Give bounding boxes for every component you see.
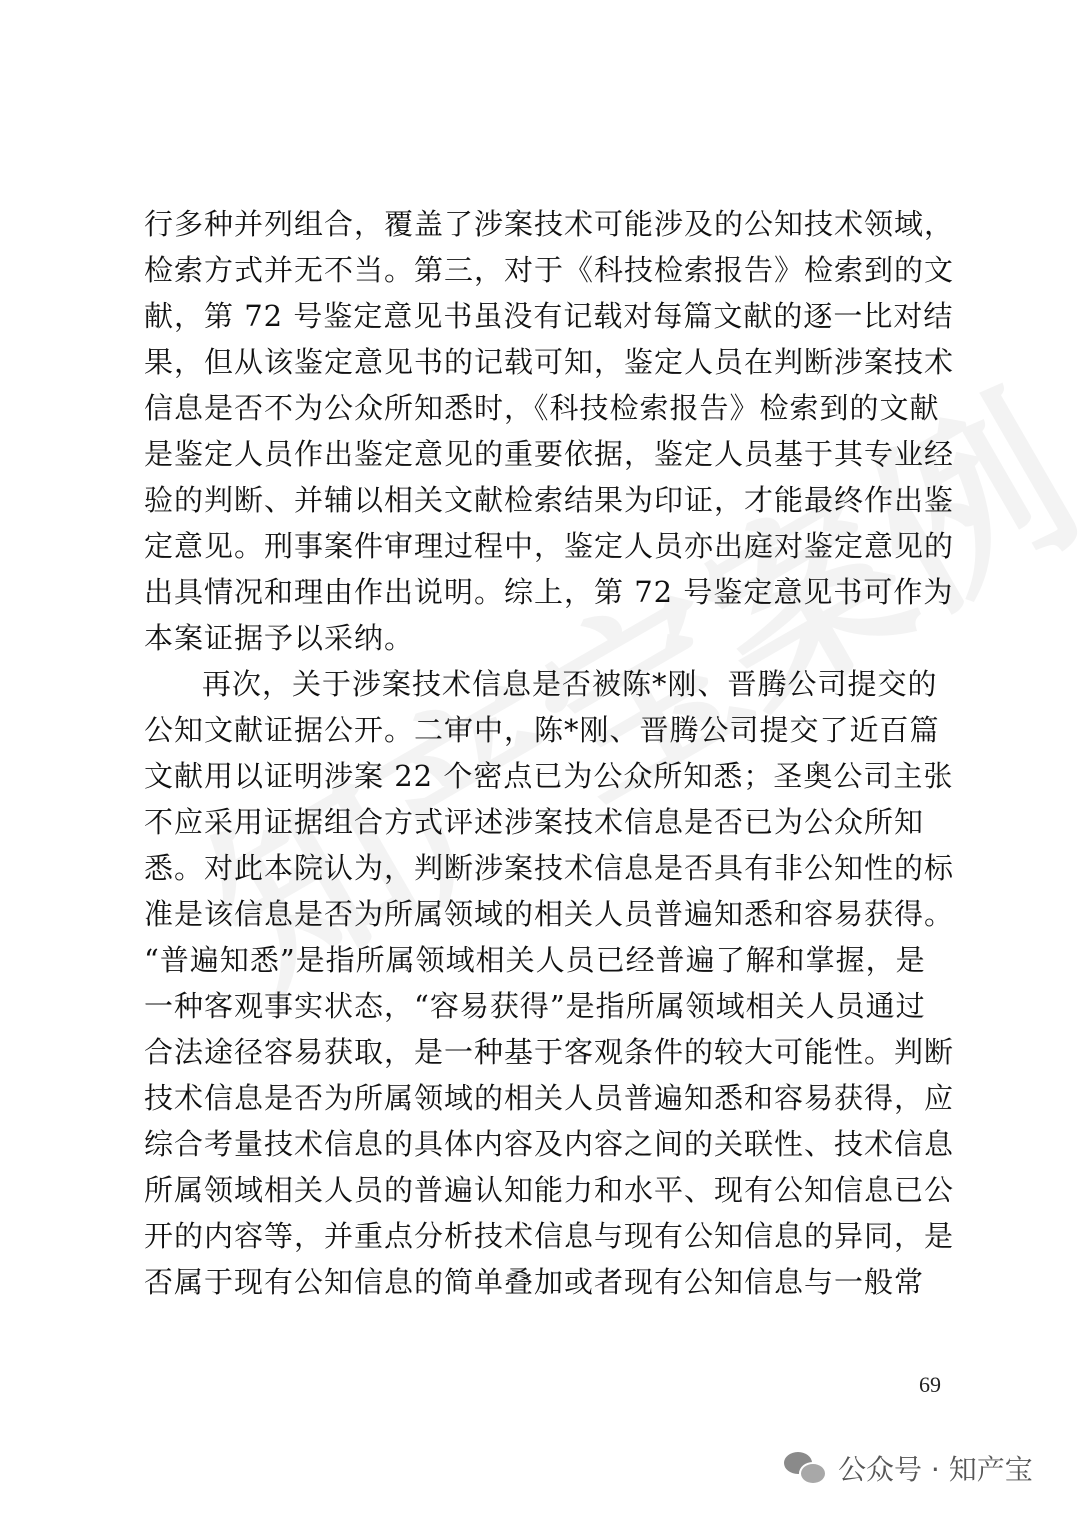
text-line: 果，但从该鉴定意见书的记载可知，鉴定人员在判断涉案技术 — [144, 345, 955, 379]
text-line: 所属领域相关人员的普遍认知能力和水平、现有公知信息已公 — [144, 1173, 955, 1207]
text-line: 出具情况和理由作出说明。综上，第 72 号鉴定意见书可作为 — [144, 575, 954, 609]
text-line: 行多种并列组合，覆盖了涉案技术可能涉及的公知技术领域， — [144, 207, 955, 241]
text-line: 悉。对此本院认为，判断涉案技术信息是否具有非公知性的标 — [144, 851, 955, 885]
text-line: 定意见。刑事案件审理过程中，鉴定人员亦出庭对鉴定意见的 — [144, 529, 955, 563]
account-label: 公众号 · 知产宝 — [838, 1453, 1033, 1486]
text-line: 一种客观事实状态，“容易获得”是指所属领域相关人员通过 — [144, 989, 926, 1023]
text-line: 综合考量技术信息的具体内容及内容之间的关联性、技术信息 — [144, 1127, 955, 1161]
text-line: 文献用以证明涉案 22 个密点已为公众所知悉；圣奥公司主张 — [144, 759, 954, 793]
text-line: 信息是否不为公众所知悉时，《科技检索报告》检索到的文献 — [144, 391, 940, 425]
text-line: 是鉴定人员作出鉴定意见的重要依据，鉴定人员基于其专业经 — [144, 437, 955, 471]
text-line: 公知文献证据公开。二审中，陈*刚、晋腾公司提交了近百篇 — [144, 713, 940, 747]
text-line: 献，第 72 号鉴定意见书虽没有记载对每篇文献的逐一比对结 — [144, 299, 954, 333]
paragraph-first-line: 再次，关于涉案技术信息是否被陈*刚、晋腾公司提交的 — [202, 667, 938, 701]
text-line: 准是该信息是否为所属领域的相关人员普遍知悉和容易获得。 — [144, 897, 955, 931]
text-line: 验的判断、并辅以相关文献检索结果为印证，才能最终作出鉴 — [144, 483, 955, 517]
text-line: 开的内容等，并重点分析技术信息与现有公知信息的异同，是 — [144, 1219, 955, 1253]
text-line: 检索方式并无不当。第三，对于《科技检索报告》检索到的文 — [144, 253, 955, 287]
text-line: 不应采用证据组合方式评述涉案技术信息是否已为公众所知 — [144, 805, 925, 839]
text-line: 合法途径容易获取，是一种基于客观条件的较大可能性。判断 — [144, 1035, 955, 1069]
text-line: 本案证据予以采纳。 — [144, 621, 415, 655]
text-line: 否属于现有公知信息的简单叠加或者现有公知信息与一般常 — [144, 1265, 925, 1299]
page-number: 69 — [919, 1372, 941, 1397]
text-line: “普遍知悉”是指所属领域相关人员已经普遍了解和掌握，是 — [144, 943, 926, 977]
text-line: 技术信息是否为所属领域的相关人员普遍知悉和容易获得，应 — [144, 1081, 955, 1115]
wechat-icon — [784, 1450, 828, 1486]
account-attribution — [784, 1446, 1033, 1490]
